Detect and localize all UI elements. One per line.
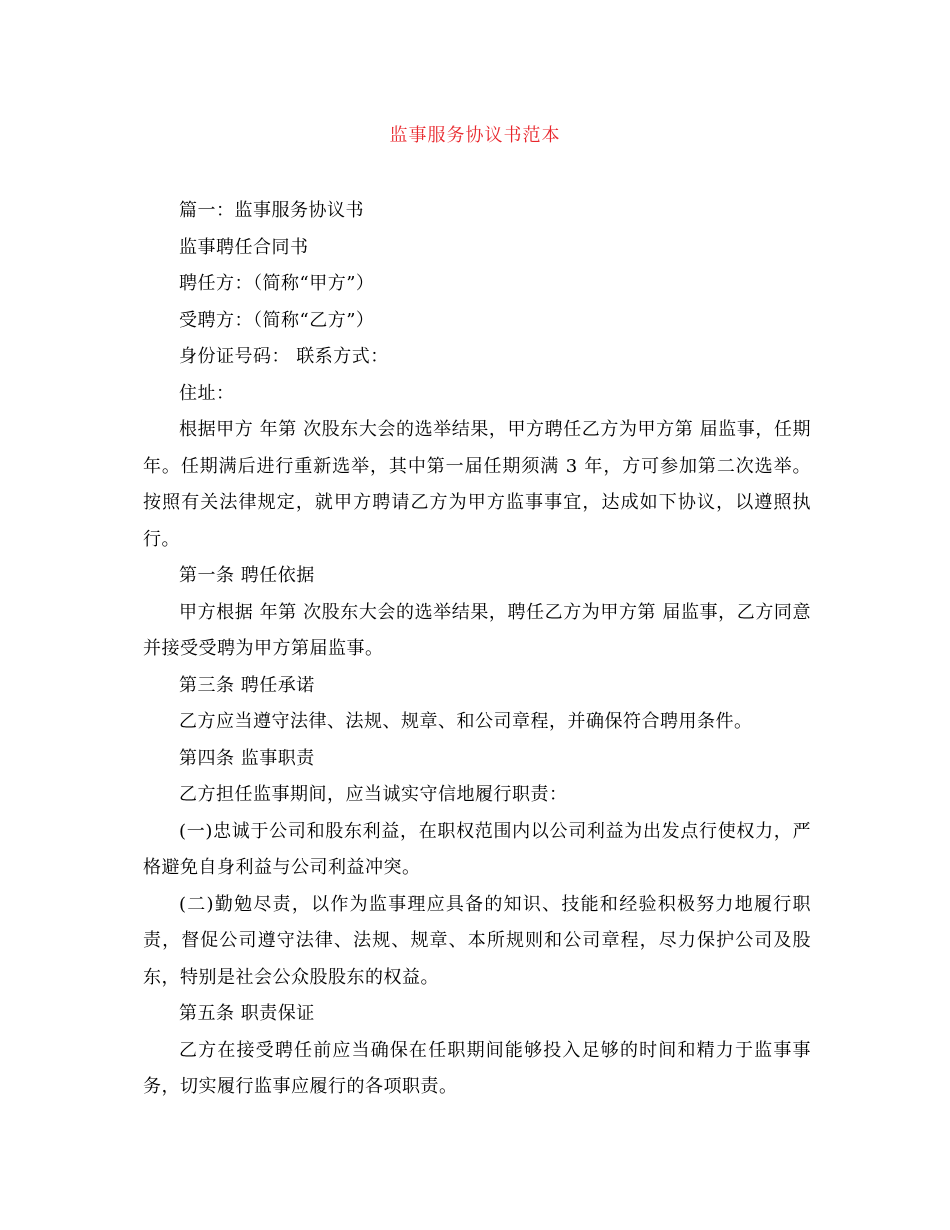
paragraph-article-4-intro: 乙方担任监事期间，应当诚实守信地履行职责： xyxy=(179,784,568,805)
paragraph-address: 住址： xyxy=(179,382,235,404)
paragraph-article-3-body: 乙方应当遵守法律、法规、规章、和公司章程，并确保符合聘用条件。 xyxy=(179,711,753,732)
document-title: 监事服务协议书范本 xyxy=(389,125,561,146)
paragraph-article-1-heading: 第一条 聘任依据 xyxy=(179,565,315,586)
paragraph-article-3-heading: 第三条 聘任承诺 xyxy=(179,674,315,696)
paragraph-contract-title: 监事聘任合同书 xyxy=(179,236,309,258)
paragraph-section-heading: 篇一：监事服务协议书 xyxy=(179,200,364,221)
paragraph-employee: 受聘方：（简称“乙方”） xyxy=(179,309,375,331)
document-body xyxy=(143,193,811,1106)
paragraph-article-4-heading: 第四条 监事职责 xyxy=(179,747,315,769)
paragraph-article-4-item-1: (一)忠诚于公司和股东利益，在职权范围内以公司利益为出发点行使权力，严格避免自身利益与公司利益冲突。 xyxy=(143,820,811,878)
paragraph-article-5-heading: 第五条 职责保证 xyxy=(179,1003,315,1024)
paragraph-article-1-body: 甲方根据 年第 次股东大会的选举结果，聘任乙方为甲方第 届监事，乙方同意并接受受聘为甲方第届监事。 xyxy=(143,601,811,659)
paragraph-preamble: 根据甲方 年第 次股东大会的选举结果，甲方聘任乙方为甲方第 届监事，任期 年。任期满后进行重新选举，其中第一届任期须满 3 年，方可参加第二次选举。按照有关法律规定，就甲方聘请乙方为甲方监事事宜，达成如下协议，以遵照执行。 xyxy=(143,419,811,550)
paragraph-id-contact: 身份证号码： 联系方式： xyxy=(179,346,389,367)
paragraph-article-4-item-2: (二)勤勉尽责，以作为监事理应具备的知识、技能和经验积极努力地履行职责，督促公司遵守法律、法规、规章、本所规则和公司章程，尽力保护公司及股东，特别是社会公众股股东的权益。 xyxy=(143,893,811,988)
paragraph-article-5-body: 乙方在接受聘任前应当确保在任职期间能够投入足够的时间和精力于监事事务，切实履行监事应履行的各项职责。 xyxy=(143,1039,811,1097)
paragraph-employer: 聘任方：（简称“甲方”） xyxy=(179,273,375,294)
